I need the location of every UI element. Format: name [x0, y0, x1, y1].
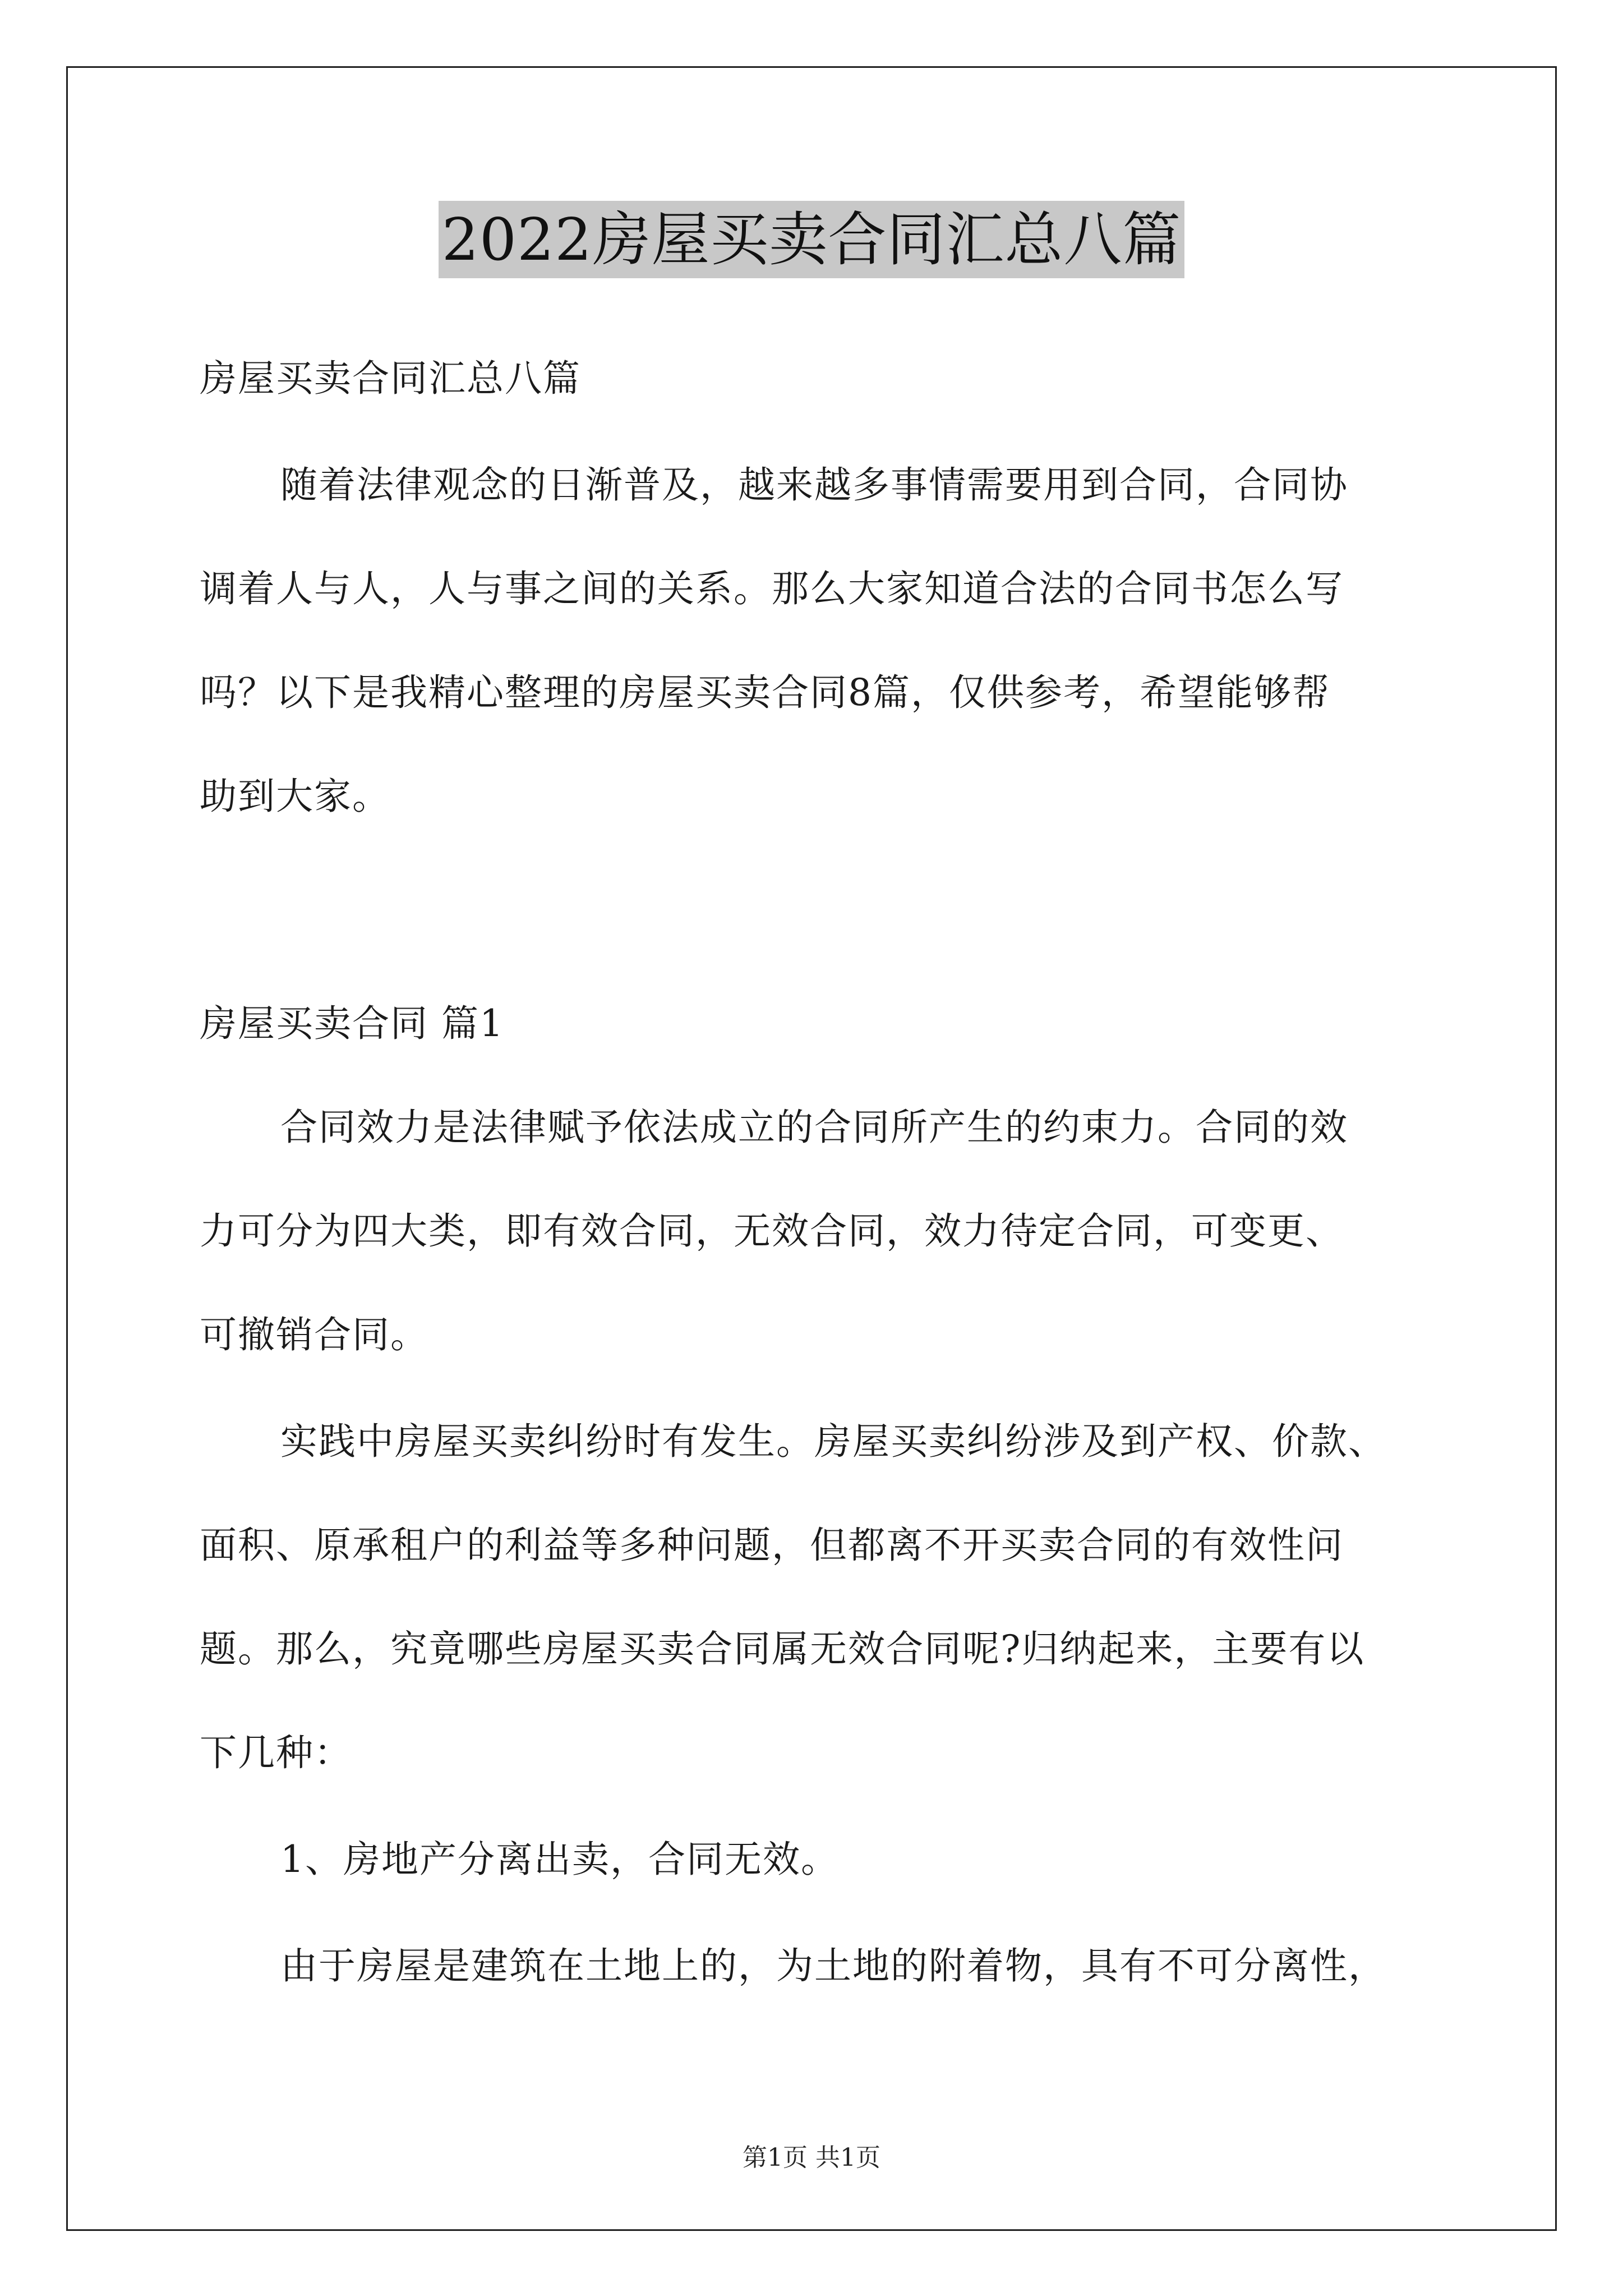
- para2-line-1: 实践中房屋买卖纠纷时有发生。房屋买卖纠纷涉及到产权、价款、: [280, 1420, 1386, 1463]
- para2-line-3: 题。那么，究竟哪些房屋买卖合同属无效合同呢?归纳起来，主要有以: [200, 1627, 1365, 1671]
- para3-line-1: 由于房屋是建筑在土地上的，为土地的附着物，具有不可分离性，: [280, 1944, 1386, 1987]
- title-wrap: [0, 201, 1623, 278]
- para1-line-3: 可撤销合同。: [200, 1313, 428, 1356]
- section-heading: 房屋买卖合同 篇1: [200, 1002, 504, 1045]
- para1-line-1: 合同效力是法律赋予依法成立的合同所产生的约束力。合同的效: [280, 1106, 1348, 1149]
- list-item-1: 1、房地产分离出卖，合同无效。: [280, 1838, 839, 1881]
- intro-line-2: 调着人与人，人与事之间的关系。那么大家知道合法的合同书怎么写: [200, 567, 1344, 610]
- para2-line-2: 面积、原承租户的利益等多种问题，但都离不开买卖合同的有效性问: [200, 1524, 1344, 1567]
- document-subtitle: 房屋买卖合同汇总八篇: [200, 357, 581, 400]
- intro-line-3: 吗？以下是我精心整理的房屋买卖合同8篇，仅供参考，希望能够帮: [200, 671, 1330, 714]
- intro-line-4: 助到大家。: [200, 775, 390, 818]
- document-title: 2022房屋买卖合同汇总八篇: [439, 201, 1185, 278]
- page-footer: 第1页 共1页: [743, 2143, 880, 2172]
- para2-line-4: 下几种：: [200, 1731, 352, 1774]
- para1-line-2: 力可分为四大类，即有效合同，无效合同，效力待定合同，可变更、: [200, 1209, 1344, 1253]
- intro-line-1: 随着法律观念的日渐普及，越来越多事情需要用到合同，合同协: [280, 463, 1348, 507]
